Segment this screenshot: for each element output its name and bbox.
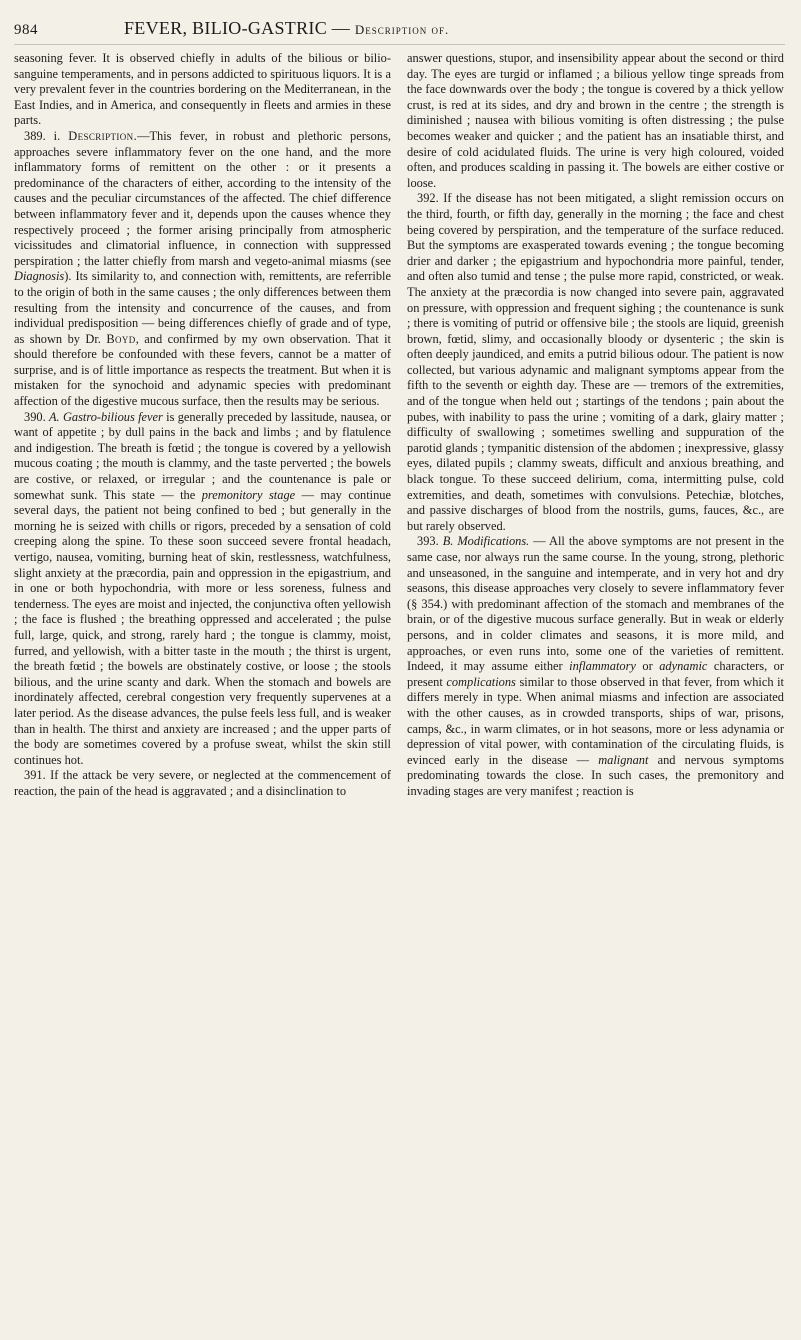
paragraph	[14, 51, 391, 129]
paragraph	[407, 534, 784, 799]
text-run: characters, or present	[407, 659, 784, 689]
italic-text: premonitory stage	[201, 487, 296, 502]
text-run: — may continue several days, the patient not being confined to bed ; but generally in the morning he is seized with chills or rigors, preceded by a sensation of cold creeping along the spine. To these soon succeed severe frontal headach, vertigo, nausea, vomiting, burning heat of skin, restlessness, watchfulness, slight anxiety at the præcordia, pain and oppression in the epigastrium, and in one or both hypochondria, with more or less soreness, fulness and tenderness. The eyes are moist and injected, the conjunctiva often yellowish ; the face is flushed ; the breathing oppressed and accelerated ; the pulse full, large, quick, and strong, rarely hard ; the tongue is clammy, moist, furred, and yellowish, with a bitter taste in the mouth ; the thirst is urgent, the breath fœtid ; the bowels are obstinately costive, or loose ; the stools bilious, and the urine scanty and dark. When the stomach and bowels are inordinately affected, cerebral congestion very frequently supervenes at a later period. As the disease advances, the pulse feels less full, and is weaker than in health. The thirst and anxiety are increased ; and the upper parts of the body are sometimes covered by a profuse sweat, whilst the skin still continues hot.	[14, 487, 391, 767]
text-run: —This fever, in robust and plethoric persons, approaches severe inflammatory fever on the one hand, and the more inflammatory forms of remittent on the other : or it presents a predominance of the characters of either, according to the intensity of the causes and the peculiar circumstances of the affected. The chief difference between inflammatory fever and it, depends upon the causes whence they respectively proceed ; the former arising principally from atmospheric vicissitudes and climatorial influence, in connection with suppressed perspiration ; the latter chiefly from marsh and vegeto-animal miasms (see	[14, 128, 391, 268]
left-column	[14, 51, 391, 800]
text-run: , and confirmed by my own observation. That it should therefore be confounded with these fevers, cannot be a matter of surprise, and is of little importance as respects the treatment. But when it is mistaken for the synochoid and adynamic species with predominant affection of the digestive mucous surface, then the results may be serious.	[14, 331, 391, 409]
text-run: is generally preceded by lassitude, nausea, or want of appetite ; by dull pains in the back and limbs ; and by flatulence and indigestion. The breath is fœtid ; the tongue is covered by a yellowish mucous coating ; the mouth is clammy, and the taste perverted ; the bowels are costive, or relaxed, or irregular ; and the countenance is pale or somewhat sunk. This state — the	[14, 409, 391, 502]
text-run: — All the above symptoms are not present in the same case, nor always run the same course. In the young, strong, plethoric and unseasoned, in the sanguine and intemperate, and in very hot and dry seasons, this disease approaches very closely to severe inflammatory fever (§ 354.) with predominant affection of the stomach and membranes of the brain, or of the digestive mucous surface generally. But in weak or elderly persons, and in colder climates and seasons, it is more mild, and approaches, or even runs into, some one of the varieties of remittent. Indeed, it may assume either	[407, 534, 785, 674]
italic-text: A. Gastro-bilious fever	[48, 409, 163, 424]
text-run: and nervous symptoms predominating towards the close. In such cases, the premonitory and invading stages are very manifest ; reaction is	[407, 752, 784, 798]
running-title	[124, 18, 449, 39]
paragraph	[14, 768, 391, 799]
small-caps-text: Boyd	[106, 331, 136, 346]
small-caps-text: Description.	[68, 128, 138, 143]
right-column	[407, 51, 784, 800]
running-title-subtitle: Description of.	[354, 22, 450, 37]
text-run: similar to those observed in that fever, from which it differs merely in type. When animal miasms and infection are associated with the other causes, as in crowded transports, ships of war, prisons, camps, &c., in warm climates, or in hot seasons, more or less adynamia or depression of vital power, with contamination of the circulating fluids, is evinced early in the disease —	[407, 674, 784, 767]
paragraph	[14, 410, 391, 769]
text-run: answer questions, stupor, and insensibility appear about the second or third day. The eyes are turgid or inflamed ; a bilious yellow tinge spreads from the face downwards over the body ; the tongue is covered by a thick yellow crust, is red at its sides, and dry and brown in the centre ; the strength is diminished ; nausea with bilious vomiting is often distressing ; the pulse becomes weaker and quicker ; and the patient has an insatiable thirst, and desire of cold acidulated fluids. The urine is very high coloured, voided often, and produces scalding in passing it. The bowels are either costive or loose.	[407, 51, 784, 190]
text-run: or	[635, 659, 660, 674]
text-run: ). Its similarity to, and connection with, remittents, are referrible to the origin of both in the same causes ; the only differences between them resulting from the intensity and concurrence of the causes, and from individual predisposition — being differences chiefly of grade and of type, as shown by Dr.	[14, 269, 391, 346]
text-run: seasoning fever. It is observed chiefly in adults of the bilious or bilio-sanguine temperaments, and in persons addicted to spirituous liquors. It is a very prevalent fever in the countries bordering on the Mediterranean, in the East Indies, and in America, and consequently in fleets and armies in these parts.	[14, 51, 391, 128]
page-number: 984	[14, 22, 38, 38]
italic-text: B. Modifications.	[442, 534, 530, 549]
italic-text: Diagnosis	[14, 269, 65, 284]
text-run: 392. If the disease has not been mitigated, a slight remission occurs on the third, fourth, or fifth day, generally in the morning ; the face and chest being covered by perspiration, and the temperature of the surface reduced. But the symptoms are exasperated towards evening ; the tongue becoming drier and darker ; the epigastrium and hypochondria more painful, tender, and often also tumid and tense ; the pulse more rapid, constricted, or weak. The anxiety at the præcordia is now changed into severe pain, aggravated on pressure, with oppression and frequent sighing ; the countenance is sunk ; there is vomiting of putrid or offensive bile ; the stools are liquid, greenish brown, fœtid, slimy, and occasionally bloody or dysenteric ; the skin is often deeply jaundiced, and emits a putrid bilious odour. The patient is now collected, but various adynamic and malignant symptoms appear from the fifth to the seventh or eighth day. These are — tremors of the extremities, and of the tongue when held out ; startings of the tendons ; pain about the pubes, with inability to pass the urine ; vomiting of a dark, glairy matter ; difficulty of swallowing ; sometimes swelling and suppuration of the parotid glands ; tympanitic distension of the abdomen ; inexpressive, glassy eyes, dilated pupils ; clammy sweats, difficult and anxious breathing, and black tongue. To these succeed delirium, coma, intermitting pulse, cold extremities, and death, sometimes with convulsions. Petechiæ, blotches, and passive discharges of blood from the nostrils, gums, fauces, &c., are but rarely observed.	[407, 191, 784, 533]
running-title-main: FEVER, BILIO-GASTRIC	[124, 18, 327, 38]
italic-text: complications	[446, 674, 516, 689]
italic-text: malignant	[598, 752, 649, 767]
italic-text: adynamic	[659, 659, 708, 674]
paragraph	[14, 129, 391, 410]
paragraph	[407, 191, 784, 534]
text-run: 390.	[24, 409, 49, 424]
running-title-separator: —	[327, 18, 355, 38]
paragraph	[407, 51, 784, 191]
text-run: 393.	[417, 534, 443, 549]
text-columns	[14, 51, 785, 800]
italic-text: inflammatory	[569, 659, 636, 674]
text-run: 389. i.	[24, 128, 69, 143]
text-run: 391. If the attack be very severe, or neglected at the commencement of reaction, the pain of the head is aggravated ; and a disinclination to	[14, 768, 391, 798]
running-header	[14, 18, 785, 45]
